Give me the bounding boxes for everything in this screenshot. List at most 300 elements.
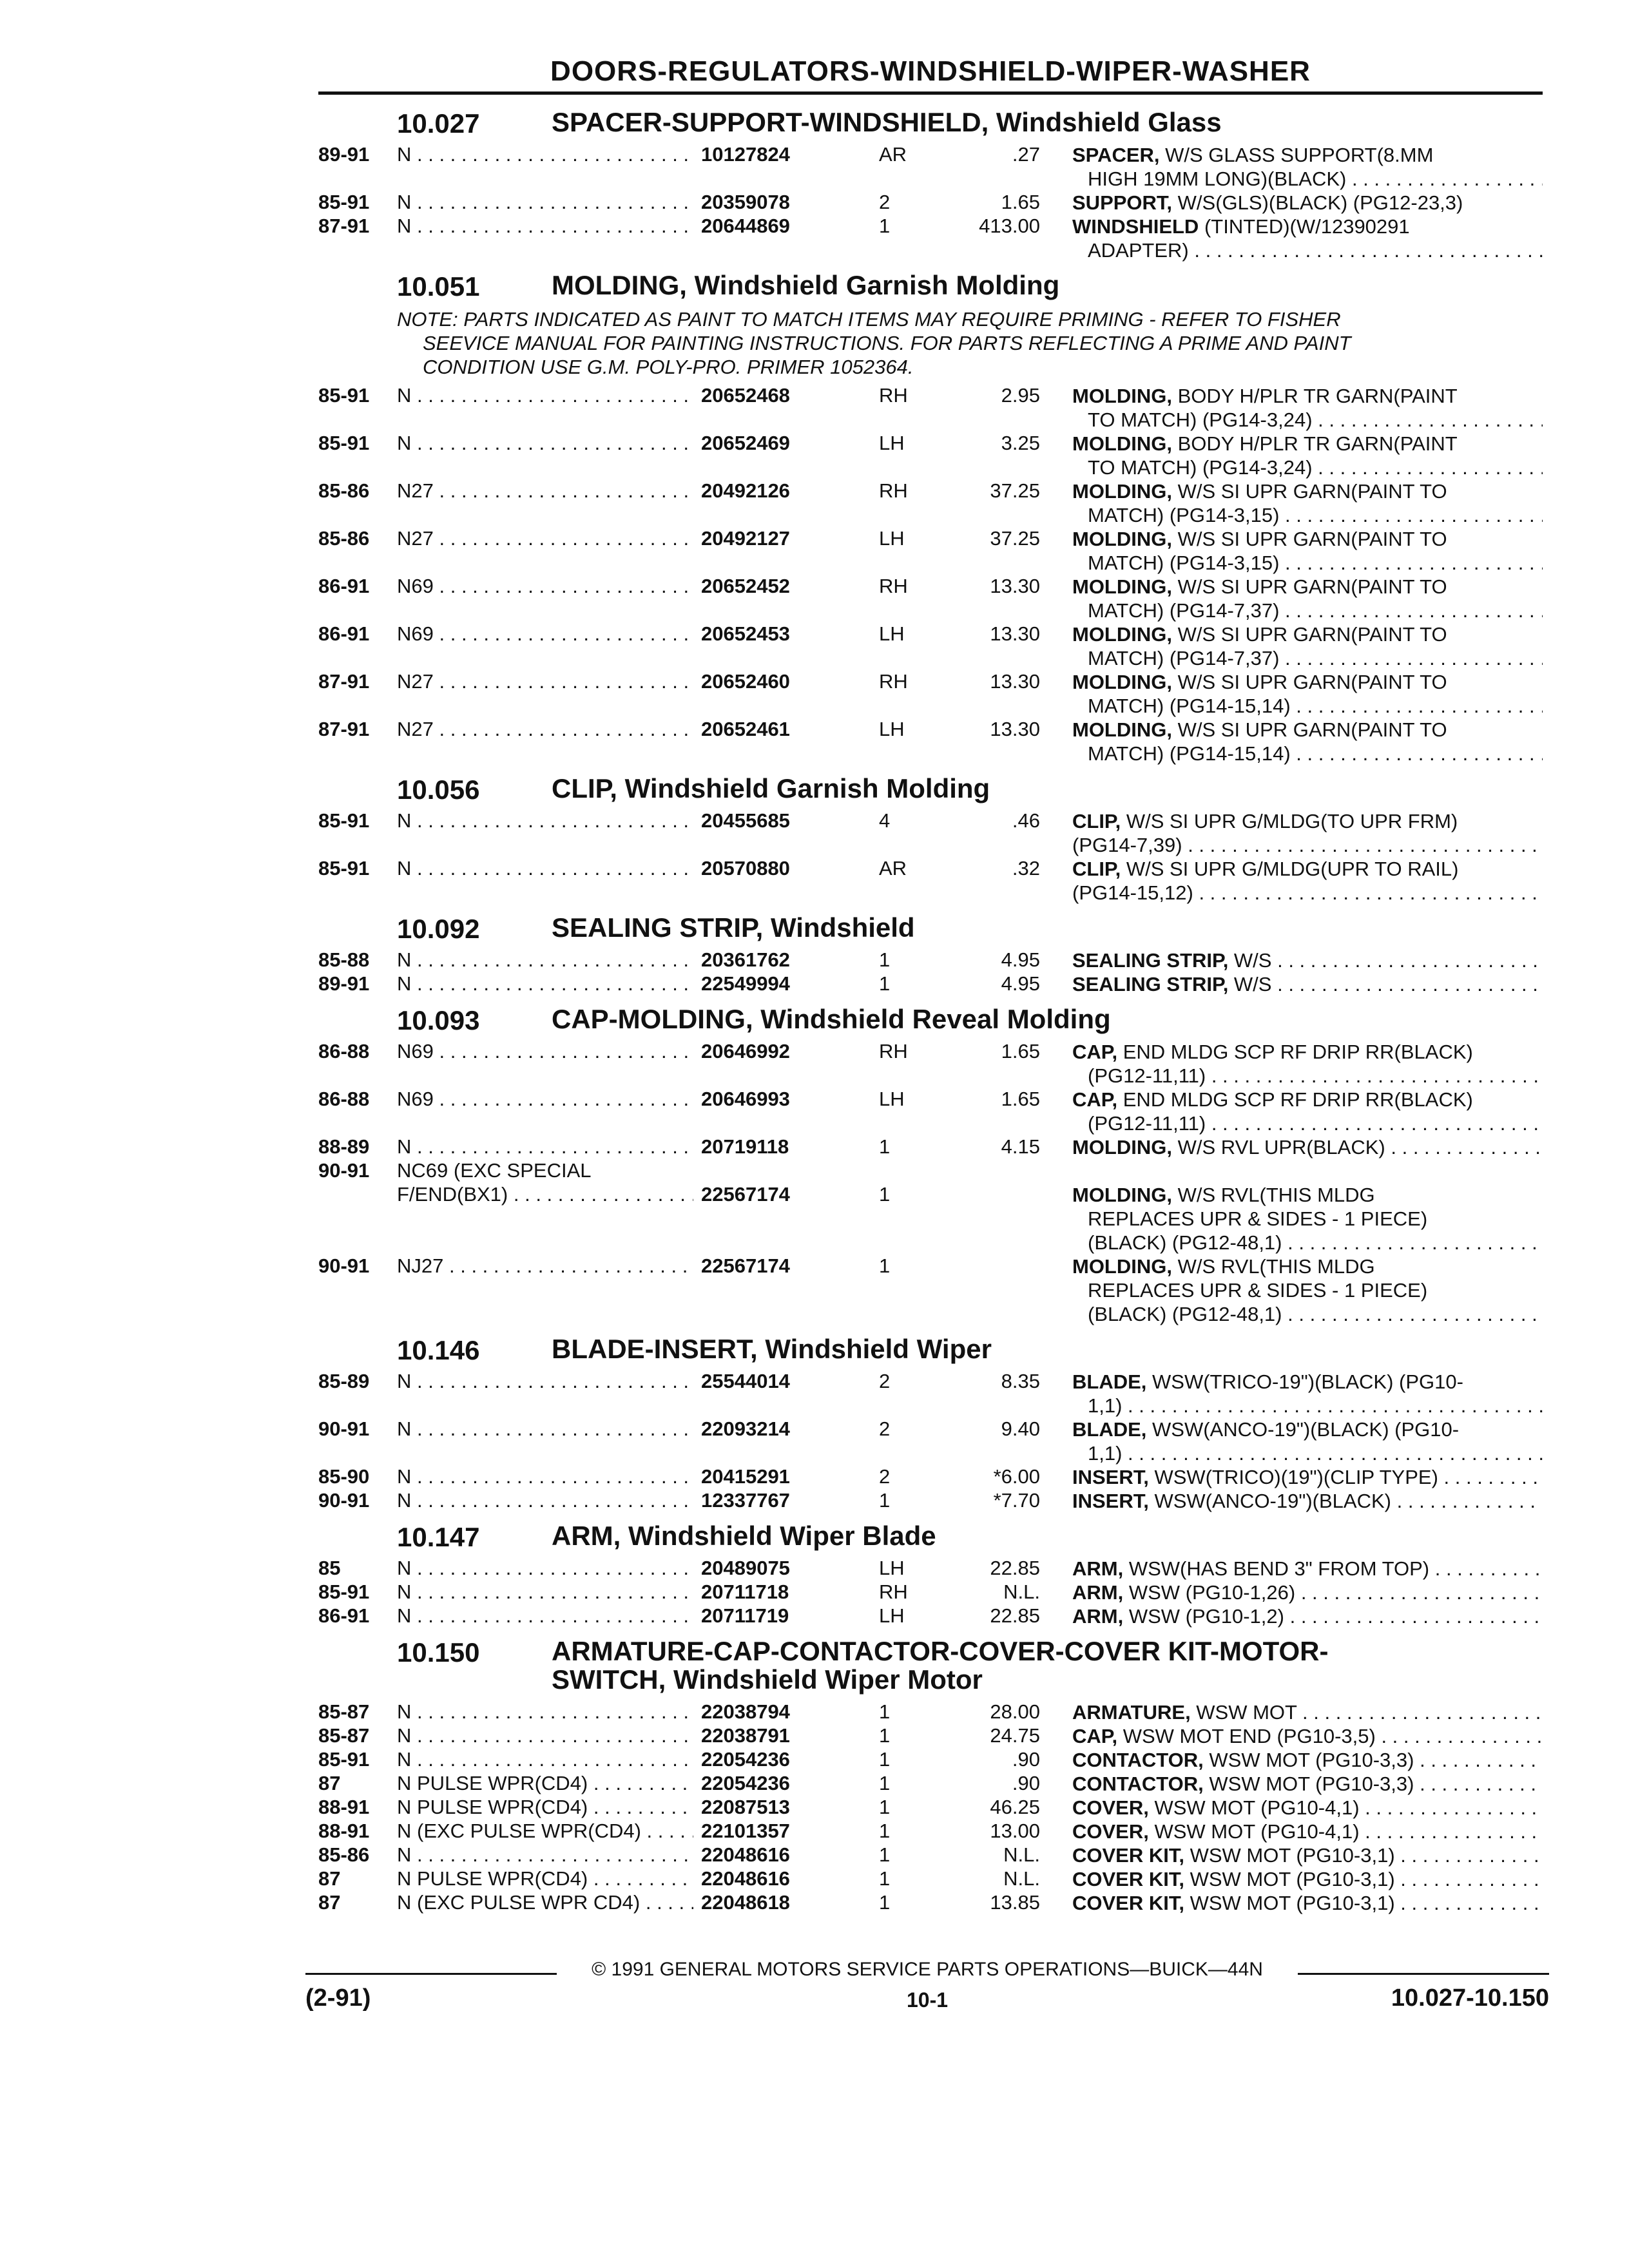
section-heading [318,1518,1543,1555]
description-text: TO MATCH) (PG14-3,24) [1088,456,1313,479]
price: *6.00 [993,1465,1040,1488]
section-number: 10.092 [397,914,480,944]
price: 13.85 [990,1891,1040,1914]
quantity: 1 [879,1700,891,1723]
section-name-line: ARM, Windshield Wiper Blade [552,1521,936,1551]
model-years: 85-91 [318,191,370,213]
application: N . . . [397,972,693,995]
section-note [318,307,1543,379]
model-years: 88-89 [318,1135,370,1158]
section-heading [318,267,1543,305]
description-text: WSW (PG10-1,26) [1123,1581,1296,1604]
description-noun: MOLDING, [1072,1255,1172,1278]
description-noun: CAP, [1072,1725,1118,1747]
note-line: SEEVICE MANUAL FOR PAINTING INSTRUCTIONS. FOR PARTS REFLECTING A PRIME AND PAINT [423,332,1351,354]
footer-rule-left [305,1973,557,1975]
part-number: 22038791 [701,1724,790,1747]
description-text: WSW(ANCO-19")(BLACK) (PG10- [1146,1418,1460,1441]
description-noun: MOLDING, [1072,480,1172,503]
quantity: AR [879,857,907,879]
description-line [1072,1394,1543,1418]
model-years: 88-91 [318,1796,370,1818]
description-line [1072,972,1543,996]
price: 4.95 [1001,948,1040,971]
table-row [318,947,1543,971]
description-noun: CAP, [1072,1041,1118,1063]
part-number: 20646993 [701,1088,790,1110]
application: N . . . [397,1581,693,1604]
part-number: 10127824 [701,143,790,166]
description [1072,479,1543,527]
description-noun: COVER KIT, [1072,1844,1184,1867]
header-rule [318,91,1543,95]
part-number: 20492127 [701,527,790,550]
quantity: 1 [879,1891,891,1914]
application: F/END(BX1) . . . [397,1183,693,1206]
description-text: BODY H/PLR TR GARN(PAINT [1172,432,1458,455]
quantity: RH [879,384,908,407]
description-line [1072,1183,1543,1207]
description-text: WSW MOT END (PG10-3,5) [1117,1725,1376,1747]
application: N . . . [397,809,693,832]
application: N . . . [397,1135,693,1158]
table-row [318,478,1543,526]
description-line [1072,143,1543,167]
description-line [1072,646,1543,670]
table-row [318,1369,1543,1416]
description [1072,1418,1543,1465]
application: N69 . . . [397,622,693,646]
price: N.L. [1003,1867,1040,1890]
quantity: 1 [879,215,891,237]
quantity: 2 [879,191,891,213]
table-row [318,1158,1543,1182]
description [1072,1796,1543,1820]
description-noun: MOLDING, [1072,623,1172,646]
price: .46 [1012,809,1040,832]
description-text: (TINTED)(W/12390291 [1199,215,1410,238]
description-noun: INSERT, [1072,1466,1149,1488]
model-years: 85-91 [318,1581,370,1603]
description-line [1072,1867,1543,1891]
description-noun: SPACER, [1072,144,1160,166]
model-years: 85-86 [318,1843,370,1866]
application: N27 . . . [397,479,693,503]
price: .90 [1012,1748,1040,1771]
description-line [1072,1278,1543,1302]
description-noun: MOLDING, [1072,1184,1172,1206]
price: N.L. [1003,1843,1040,1866]
description-line [1072,1302,1543,1326]
table-row [318,1182,1543,1253]
description-text: WSW MOT (PG10-3,3) [1203,1773,1414,1795]
price: 13.00 [990,1820,1040,1842]
description-text: BODY H/PLR TR GARN(PAINT [1172,385,1458,407]
quantity: RH [879,670,908,693]
description-line [1072,1465,1543,1489]
description [1072,1772,1543,1796]
description [1072,1867,1543,1891]
section-name [552,1335,992,1363]
description-line [1072,384,1543,408]
description-noun: MOLDING, [1072,575,1172,598]
description [1072,1748,1543,1772]
part-number: 20489075 [701,1557,790,1579]
description-noun: BLADE, [1072,1370,1147,1393]
description-line [1072,1581,1543,1604]
section-name-line: SPACER-SUPPORT-WINDSHIELD, Windshield Glass [552,107,1222,137]
section-heading [318,1633,1543,1699]
table-row [318,669,1543,716]
price: 1.65 [1001,191,1040,213]
footer-date: (2-91) [305,1984,371,2012]
description-text: W/S SI UPR GARN(PAINT TO [1172,528,1447,550]
description-text: W/S SI UPR GARN(PAINT TO [1172,480,1447,503]
model-years: 85 [318,1557,341,1579]
part-number: 20711718 [701,1581,789,1603]
quantity: 1 [879,1820,891,1842]
description-line [1072,809,1543,833]
section-name [552,271,1059,300]
description-text: ADAPTER) [1088,239,1189,262]
description-line [1072,1418,1543,1441]
section-number: 10.027 [397,108,480,139]
model-years: 85-87 [318,1700,370,1723]
description-noun: BLADE, [1072,1418,1147,1441]
table-row [318,1890,1543,1914]
page-title: DOORS-REGULATORS-WINDSHIELD-WIPER-WASHER [550,55,1311,87]
description-line [1072,167,1543,191]
description-text: W/S SI UPR GARN(PAINT TO [1172,671,1447,693]
part-number: 22567174 [701,1183,790,1206]
description-text: WSW(ANCO-19")(BLACK) [1148,1490,1391,1512]
description-text: WSW MOT (PG10-3,1) [1184,1892,1395,1914]
description-line [1072,1370,1543,1394]
quantity: 4 [879,809,891,832]
application: N . . . [397,1418,693,1441]
table-row [318,1579,1543,1603]
description-noun: MOLDING, [1072,385,1172,407]
application: N . . . [397,1604,693,1628]
part-number: 20652461 [701,718,790,740]
section-name-line: ARMATURE-CAP-CONTACTOR-COVER-COVER KIT-MOTOR- [552,1636,1329,1666]
description-noun: CONTACTOR, [1072,1773,1204,1795]
section-name [552,914,915,942]
model-years: 90-91 [318,1159,370,1182]
price: 13.30 [990,670,1040,693]
description-line [1072,432,1543,456]
description-line [1072,456,1543,479]
quantity: 1 [879,948,891,971]
application: N (EXC PULSE WPR(CD4) . . . [397,1820,693,1843]
description-line [1072,1891,1543,1915]
description-noun: MOLDING, [1072,718,1172,741]
quantity: 1 [879,1796,891,1818]
description-text: W/S GLASS SUPPORT(8.MM [1159,144,1434,166]
model-years: 86-91 [318,575,370,597]
description-text: TO MATCH) (PG14-3,24) [1088,408,1313,431]
table-row [318,1699,1543,1723]
description [1072,432,1543,479]
table-row [318,621,1543,669]
description-text: 1,1) [1088,1394,1123,1417]
description-text: MATCH) (PG14-7,37) [1088,599,1280,622]
application: NC69 (EXC SPECIAL [397,1159,592,1182]
part-number: 20361762 [701,948,790,971]
price: .27 [1012,143,1040,166]
price: 37.25 [990,527,1040,550]
description-text: MATCH) (PG14-15,14) [1088,742,1291,765]
description [1072,670,1543,718]
model-years: 85-86 [318,479,370,502]
description-line [1072,238,1543,262]
price: 9.40 [1001,1418,1040,1440]
model-years: 85-90 [318,1465,370,1488]
application: N . . . [397,1370,693,1393]
application: N PULSE WPR(CD4) . . . [397,1772,693,1795]
part-number: 20719118 [701,1135,789,1158]
description-line [1072,1254,1543,1278]
part-number: 22054236 [701,1772,790,1794]
quantity: LH [879,527,905,550]
model-years: 87 [318,1891,341,1914]
description-noun: CLIP, [1072,810,1121,832]
description-text: W/S SI UPR G/MLDG(TO UPR FRM) [1121,810,1458,832]
application: N . . . [397,1724,693,1747]
description [1072,1581,1543,1604]
model-years: 85-91 [318,857,370,879]
part-number: 22048616 [701,1843,790,1866]
description-text: WSW MOT (PG10-4,1) [1148,1796,1360,1819]
quantity: RH [879,1040,908,1062]
description-text: MATCH) (PG14-3,15) [1088,504,1280,526]
description-noun: COVER, [1072,1796,1149,1819]
model-years: 85-91 [318,809,370,832]
part-number: 22093214 [701,1418,790,1440]
description-noun: ARM, [1072,1605,1124,1628]
model-years: 88-91 [318,1820,370,1842]
quantity: LH [879,1557,905,1579]
description-noun: COVER KIT, [1072,1868,1184,1890]
description-text: W/S [1228,949,1272,972]
price: 24.75 [990,1724,1040,1747]
application: N PULSE WPR(CD4) . . . [397,1867,693,1890]
application: N . . . [397,384,693,407]
description [1072,1135,1543,1159]
description-text: (PG14-7,39) [1072,834,1182,856]
description-noun: MOLDING, [1072,671,1172,693]
application: N69 . . . [397,1040,693,1063]
section-name-line: CAP-MOLDING, Windshield Reveal Molding [552,1004,1111,1034]
section-name-line: MOLDING, Windshield Garnish Molding [552,270,1060,300]
price: 4.95 [1001,972,1040,995]
section-heading [318,771,1543,808]
description-text: WSW MOT (PG10-3,1) [1184,1844,1395,1867]
description-line [1072,503,1543,527]
table-row [318,1555,1543,1579]
application: N . . . [397,215,693,238]
quantity: RH [879,575,908,597]
description-line [1072,479,1543,503]
quantity: 2 [879,1418,891,1440]
part-number: 22101357 [701,1820,790,1842]
model-years: 85-89 [318,1370,370,1392]
description-noun: SEALING STRIP, [1072,949,1229,972]
description-line [1072,1231,1543,1254]
description-text: WSW(TRICO-19")(BLACK) (PG10- [1146,1370,1463,1393]
description [1072,972,1543,996]
quantity: 1 [879,1748,891,1771]
description-noun: MOLDING, [1072,432,1172,455]
description-line [1072,1604,1543,1628]
application: N . . . [397,857,693,880]
price: 4.15 [1001,1135,1040,1158]
quantity: 2 [879,1370,891,1392]
price: 1.65 [1001,1088,1040,1110]
price: 8.35 [1001,1370,1040,1392]
application: N . . . [397,1748,693,1771]
note-line: NOTE: PARTS INDICATED AS PAINT TO MATCH ITEMS MAY REQUIRE PRIMING - REFER TO FISHER [397,308,1341,331]
description-line [1072,191,1543,215]
application: N69 . . . [397,1088,693,1111]
quantity: LH [879,622,905,645]
description-line [1072,1135,1543,1159]
description-noun: MOLDING, [1072,1136,1172,1158]
part-number: 20652468 [701,384,790,407]
part-number: 20646992 [701,1040,790,1062]
description-line [1072,742,1543,765]
application: N . . . [397,948,693,972]
application: N . . . [397,1557,693,1580]
description-line [1072,1772,1543,1796]
description-text: W/S SI UPR G/MLDG(UPR TO RAIL) [1121,858,1459,880]
description-line [1072,948,1543,972]
description [1072,1088,1543,1135]
part-number: 20652452 [701,575,790,597]
model-years: 87-91 [318,670,370,693]
description [1072,1843,1543,1867]
application: N . . . [397,143,693,166]
model-years: 86-88 [318,1088,370,1110]
section-name [552,1637,1329,1694]
model-years: 85-91 [318,384,370,407]
description [1072,1183,1543,1254]
description-noun: COVER KIT, [1072,1892,1184,1914]
description-line [1072,881,1543,905]
price: 22.85 [990,1557,1040,1579]
part-number: 20652453 [701,622,790,645]
table-row [318,142,1543,189]
description-text: WSW(TRICO)(19")(CLIP TYPE) [1148,1466,1438,1488]
description-line [1072,1820,1543,1843]
price: 2.95 [1001,384,1040,407]
model-years: 86-91 [318,1604,370,1627]
quantity: 1 [879,1724,891,1747]
description-line [1072,670,1543,694]
part-number: 20359078 [701,191,790,213]
quantity: LH [879,432,905,454]
section-heading [318,910,1543,947]
description [1072,1370,1543,1418]
part-number: 20415291 [701,1465,790,1488]
description-text: WSW (PG10-1,2) [1123,1605,1284,1628]
model-years: 87 [318,1772,341,1794]
description [1072,1700,1543,1724]
description-text: HIGH 19MM LONG)(BLACK) [1088,168,1347,190]
part-number: 20652460 [701,670,790,693]
footer-copyright: © 1991 GENERAL MOTORS SERVICE PARTS OPERATIONS—BUICK—44N [592,1959,1263,1980]
quantity: AR [879,143,907,166]
price: 13.30 [990,718,1040,740]
description [1072,1820,1543,1843]
description-line [1072,1724,1543,1748]
application: N . . . [397,1843,693,1867]
description-line [1072,599,1543,622]
quantity: 1 [879,1843,891,1866]
price: 46.25 [990,1796,1040,1818]
description-text: WSW MOT [1190,1701,1297,1724]
section-name-line: SWITCH, Windshield Wiper Motor [552,1664,983,1695]
description [1072,1040,1543,1088]
description-noun: ARM, [1072,1557,1124,1580]
application: N . . . [397,1465,693,1488]
section-heading [318,1331,1543,1369]
description [1072,809,1543,857]
part-number: 20644869 [701,215,790,237]
description-text: (PG12-11,11) [1088,1064,1206,1087]
model-years: 90-91 [318,1254,370,1277]
application: N69 . . . [397,575,693,598]
quantity: 2 [879,1465,891,1488]
description-text: (PG14-15,12) [1072,881,1193,904]
section-heading [318,1001,1543,1039]
application: N . . . [397,1489,693,1512]
table-row [318,1488,1543,1512]
page-footer [305,1959,1549,2017]
description-noun: CONTACTOR, [1072,1749,1204,1771]
description-line [1072,1207,1543,1231]
description-text: W/S SI UPR GARN(PAINT TO [1172,718,1447,741]
description-text: (BLACK) (PG12-48,1) [1088,1303,1282,1325]
model-years: 86-91 [318,622,370,645]
description [1072,1604,1543,1628]
description [1072,718,1543,765]
description-text: (BLACK) (PG12-48,1) [1088,1231,1282,1254]
quantity: RH [879,1581,908,1603]
description-noun: SUPPORT, [1072,191,1173,214]
description-line [1072,1796,1543,1820]
description-text: W/S RVL UPR(BLACK) [1172,1136,1385,1158]
model-years: 87 [318,1867,341,1890]
description-line [1072,718,1543,742]
description-text: W/S SI UPR GARN(PAINT TO [1172,623,1447,646]
description-line [1072,1557,1543,1581]
application: N . . . [397,191,693,214]
price: 13.30 [990,622,1040,645]
description [1072,1465,1543,1489]
section-number: 10.146 [397,1335,480,1365]
section-number: 10.051 [397,271,480,302]
price: 28.00 [990,1700,1040,1723]
description-text: W/S(GLS)(BLACK) (PG12-23,3) [1172,191,1463,214]
description-noun: CLIP, [1072,858,1121,880]
description-line [1072,575,1543,599]
model-years: 90-91 [318,1418,370,1440]
model-years: 90-91 [318,1489,370,1512]
section-name [552,774,990,803]
description-line [1072,215,1543,238]
section-number: 10.056 [397,774,480,805]
